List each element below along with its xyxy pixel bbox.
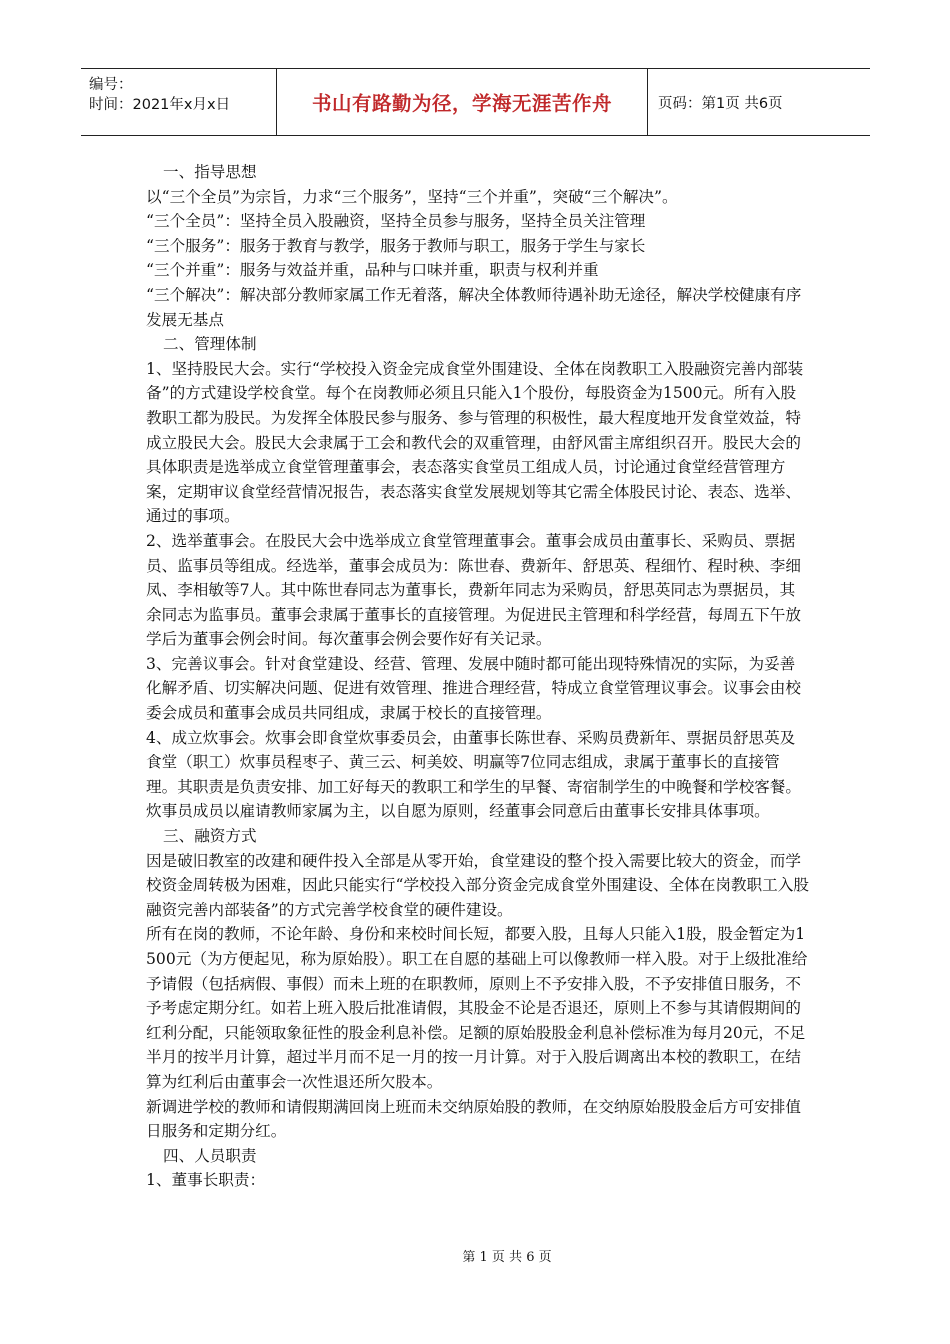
body-paragraph: “三个解决”：解决部分教师家属工作无着落，解决全体教师待遇补助无途径，解决学校健康有序发展无基点 — [146, 285, 802, 329]
body-paragraph: 1、董事长职责： — [146, 1171, 266, 1190]
section-heading: 四、人员职责 — [163, 1146, 257, 1165]
body-paragraph: “三个全员”：坚持全员入股融资，坚持全员参与服务，坚持全员关注管理 — [146, 212, 646, 231]
document-number-label: 编号： — [89, 77, 133, 93]
header-page-info: 页码：第1页 共6页 — [658, 95, 783, 112]
page-header — [81, 68, 870, 136]
page-footer: 第 1 页 共 6 页 — [462, 1250, 552, 1265]
body-paragraph: 3、完善议事会。针对食堂建设、经营、管理、发展中随时都可能出现特殊情况的实际，为妥善化解矛盾、切实解决问题、促进有效管理、推进合理经营，特成立食堂管理议事会。议事会由校委会成员和董事会成员共同组成，隶属于校长的直接管理。 — [146, 654, 801, 723]
body-paragraph: 2、选举董事会。在股民大会中选举成立食堂管理董事会。董事会成员由董事长、采购员、票据员、监事员等组成。经选举，董事会成员为：陈世春、费新年、舒思英、程细竹、程时秧、李细凤、李相敏等7人。其中陈世春同志为董事长，费新年同志为采购员，舒思英同志为票据员，其余同志为监事员。董事会隶属于董事长的直接管理。为促进民主管理和科学经营，每周五下午放学后为董事会例会时间。每次董事会例会要作好有关记录。 — [146, 531, 801, 649]
body-paragraph: 因是破旧教室的改建和硬件投入全部是从零开始，食堂建设的整个投入需要比较大的资金，而学校资金周转极为困难，因此只能实行“学校投入部分资金完成食堂外围建设、全体在岗教职工入股融资完善内部装备”的方式完善学校食堂的硬件建设。 — [146, 851, 809, 919]
body-paragraph: “三个服务”：服务于教育与教学，服务于教师与职工，服务于学生与家长 — [146, 236, 646, 255]
header-meta — [81, 69, 277, 135]
body-paragraph: 4、成立炊事会。炊事会即食堂炊事委员会，由董事长陈世春、采购员费新年、票据员舒思英及食堂（职工）炊事员程枣子、黄三云、柯美姣、明赢等7位同志组成，隶属于董事长的直接管理。其职责是负责安排、加工好每天的教职工和学生的早餐、寄宿制学生的中晚餐和学校客餐。 — [146, 728, 801, 796]
body-paragraph: 1、坚持股民大会。实行“学校投入资金完成食堂外围建设、全体在岗教职工入股融资完善内部装备”的方式建设学校食堂。每个在岗教师必须且只能入1个股份，每股资金为1500元。所有入股教职工都为股民。为发挥全体股民参与服务、参与管理的积极性，最大程度地开发食堂效益，特成立股民大会。股民大会隶属于工会和教代会的双重管理，由舒风雷主席组织召开。股民大会的具体职责是选举成立食堂管理董事会，表态落实食堂员工组成人员，讨论通过食堂经营管理方案，定期审议食堂经营情况报告，表态落实食堂发展规划等其它需全体股民讨论、表态、选举、通过的事项。 — [146, 359, 804, 526]
body-paragraph: 以“三个全员”为宗旨，力求“三个服务”，坚持“三个并重”，突破“三个解决”。 — [146, 187, 678, 206]
document-body — [146, 160, 810, 1193]
body-paragraph: “三个并重”：服务与效益并重，品种与口味并重，职责与权利并重 — [146, 261, 599, 280]
document-time-label: 时间：2021年x月x日 — [89, 97, 231, 113]
section-heading: 一、指导思想 — [163, 163, 257, 181]
section-heading: 二、管理体制 — [163, 335, 257, 354]
header-motto: 书山有路勤为径，学海无涯苦作舟 — [277, 69, 648, 135]
body-paragraph: 炊事员成员以雇请教师家属为主，以自愿为原则，经董事会同意后由董事长安排具体事项。 — [146, 802, 770, 821]
body-paragraph: 所有在岗的教师，不论年龄、身份和来校时间长短，都要入股，且每人只能入1股，股金暂定为1500元（为方便起见，称为原始股）。职工在自愿的基础上可以像教师一样入股。对于上级批准给予请假（包括病假、事假）而未上班的在职教师，原则上不予安排入股，不予安排值日服务，不予考虑定期分红。如若上班入股后批准请假，其股金不论是否退还，原则上不参与其请假期间的红利分配，只能领取象征性的股金利息补偿。足额的原始股股金利息补偿标准为每月20元，不足半月的按半月计算，超过半月而不足一月的按一月计算。对于入股后调离出本校的教职工，在结算为红利后由董事会一次性退还所欠股本。 — [146, 925, 808, 1091]
body-paragraph: 新调进学校的教师和请假期满回岗上班而未交纳原始股的教师，在交纳原始股股金后方可安排值日服务和定期分红。 — [146, 1097, 801, 1141]
section-heading: 三、融资方式 — [163, 827, 257, 846]
